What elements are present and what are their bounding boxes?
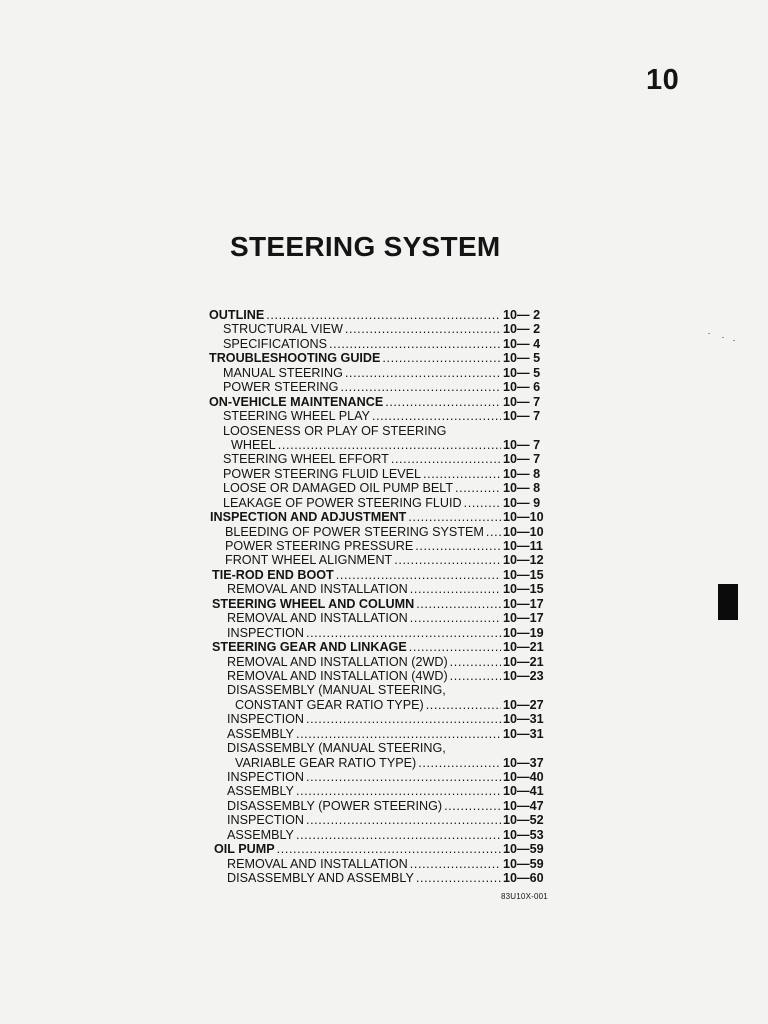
scan-speck [733, 340, 735, 341]
toc-item [209, 857, 555, 871]
toc-item [209, 337, 555, 351]
toc-item [209, 496, 555, 510]
toc-label: BLEEDING OF POWER STEERING SYSTEM [225, 524, 484, 539]
toc-item [209, 467, 555, 481]
toc-heading-steering-gear-and-linkage [209, 640, 555, 654]
toc-label: MANUAL STEERING [223, 365, 343, 380]
toc-page-number: 10—27 [503, 697, 544, 712]
toc-label: STEERING WHEEL AND COLUMN [212, 596, 415, 611]
toc-page-number: 10—21 [503, 640, 544, 655]
toc-label: CONSTANT GEAR RATIO TYPE) [235, 697, 424, 712]
toc-page-number: 10—31 [503, 712, 544, 727]
toc-label: ASSEMBLY [227, 827, 294, 842]
toc-label: DISASSEMBLY (POWER STEERING) [227, 798, 443, 813]
toc-item [209, 481, 555, 495]
toc-page-number: 10— 2 [503, 322, 541, 337]
toc-item [209, 452, 555, 466]
scan-speck [722, 337, 724, 338]
toc-heading-inspection-and-adjustment [209, 510, 555, 524]
toc-page-number: 10—17 [503, 611, 544, 626]
toc-page-number: 10— 8 [503, 466, 541, 481]
toc-item [209, 626, 555, 640]
toc-page-number: 10—23 [503, 668, 544, 683]
toc-label: INSPECTION AND ADJUSTMENT [210, 510, 407, 525]
toc-label: STEERING GEAR AND LINKAGE [212, 640, 407, 655]
toc-page-number: 10—60 [503, 871, 544, 886]
toc-label: STEERING WHEEL PLAY [223, 409, 370, 424]
toc-item [209, 611, 555, 625]
toc-heading-outline [209, 308, 555, 322]
toc-page-number: 10— 9 [503, 495, 541, 510]
toc-label: REMOVAL AND INSTALLATION (4WD) [227, 668, 448, 683]
toc-label: ASSEMBLY [227, 784, 294, 799]
toc-label: REMOVAL AND INSTALLATION [227, 856, 408, 871]
toc-page-number: 10— 4 [503, 336, 541, 351]
toc-item-continuation [209, 698, 555, 712]
toc-item [209, 828, 555, 842]
section-tab-marker [718, 584, 738, 620]
scan-speck [708, 333, 710, 334]
toc-label: ASSEMBLY [227, 726, 294, 741]
toc-label: DISASSEMBLY AND ASSEMBLY [227, 871, 414, 886]
toc-page-number: 10—59 [503, 842, 544, 857]
toc-label: DISASSEMBLY (MANUAL STEERING, [227, 683, 446, 698]
toc-page-number: 10— 7 [503, 452, 541, 467]
toc-item-continuation [209, 438, 555, 452]
toc-page-number: 10— 7 [503, 409, 541, 424]
toc-page-number: 10—11 [503, 539, 543, 553]
toc-page-number: 10—41 [503, 784, 544, 799]
toc-item [209, 770, 555, 784]
toc-item [209, 669, 555, 683]
toc-label: LOOSE OR DAMAGED OIL PUMP BELT [223, 481, 454, 496]
toc-heading-troubleshooting [209, 351, 555, 365]
toc-label: TROUBLESHOOTING GUIDE [209, 351, 381, 366]
toc-page-number: 10— 8 [503, 481, 541, 496]
toc-page-number: 10— 2 [503, 308, 541, 322]
toc-label: VARIABLE GEAR RATIO TYPE) [235, 755, 417, 770]
toc-item [209, 741, 555, 755]
toc-item [209, 784, 555, 798]
toc-item [209, 871, 555, 885]
toc-item [209, 655, 555, 669]
toc-heading-on-vehicle-maintenance [209, 395, 555, 409]
toc-page-number: 10—17 [503, 596, 544, 611]
toc-label: INSPECTION [227, 770, 304, 784]
page-title: STEERING SYSTEM [230, 231, 501, 262]
toc-label: OIL PUMP [214, 842, 275, 857]
toc-item [209, 553, 555, 567]
toc-item [209, 799, 555, 813]
toc-page-number: 10—10 [503, 510, 544, 525]
toc-page-number: 10—12 [503, 553, 544, 568]
toc-page-number: 10—53 [503, 827, 544, 842]
toc-item-continuation [209, 756, 555, 770]
toc-page-number: 10—15 [503, 567, 544, 582]
toc-label: SPECIFICATIONS [223, 336, 328, 351]
toc-item [209, 525, 555, 539]
toc-page-number: 10—21 [503, 654, 544, 669]
toc-page-number: 10— 5 [503, 365, 541, 380]
toc-label: LEAKAGE OF POWER STEERING FLUID [223, 495, 462, 510]
toc-label: FRONT WHEEL ALIGNMENT [225, 553, 393, 568]
toc-label: STEERING WHEEL EFFORT [223, 452, 389, 467]
toc-label: INSPECTION [227, 712, 304, 727]
toc-item [209, 683, 555, 697]
toc-label: REMOVAL AND INSTALLATION [227, 611, 408, 626]
toc-label: LOOSENESS OR PLAY OF STEERING [223, 423, 447, 438]
toc-item [209, 582, 555, 596]
toc-heading-oil-pump [209, 842, 555, 856]
toc-label: POWER STEERING [223, 380, 339, 395]
toc-page-number: 10—47 [503, 798, 544, 813]
toc-label: INSPECTION [227, 625, 304, 640]
toc-label: STRUCTURAL VIEW [223, 322, 343, 337]
toc-page-number: 10—59 [503, 856, 544, 871]
toc-heading-steering-wheel-and-column [209, 597, 555, 611]
toc-page-number: 10— 7 [503, 437, 541, 452]
table-of-contents [209, 308, 555, 886]
toc-label: REMOVAL AND INSTALLATION (2WD) [227, 654, 448, 669]
toc-label: TIE-ROD END BOOT [212, 567, 334, 582]
toc-item [209, 712, 555, 726]
toc-item [209, 813, 555, 827]
toc-item [209, 424, 555, 438]
toc-label: OUTLINE [209, 308, 265, 322]
toc-label: DISASSEMBLY (MANUAL STEERING, [227, 741, 446, 756]
toc-label: ON-VEHICLE MAINTENANCE [209, 394, 384, 409]
toc-page-number: 10—31 [503, 726, 544, 741]
toc-page-number: 10— 6 [503, 380, 541, 395]
toc-item [209, 409, 555, 423]
toc-label: POWER STEERING PRESSURE [225, 539, 414, 553]
toc-page-number: 10—15 [503, 582, 544, 597]
toc-label: REMOVAL AND INSTALLATION [227, 582, 408, 597]
toc-heading-tie-rod-end-boot [209, 568, 555, 582]
toc-page-number: 10—19 [503, 625, 544, 640]
toc-page-number: 10—37 [503, 755, 544, 770]
toc-page-number: 10— 7 [503, 394, 541, 409]
toc-item [209, 322, 555, 336]
toc-page-number: 10—52 [503, 813, 544, 828]
figure-code: 83U10X-001 [501, 892, 548, 901]
toc-page-number: 10— 5 [503, 351, 541, 366]
toc-page-number: 10—40 [503, 770, 544, 784]
toc-item [209, 539, 555, 553]
toc-item [209, 727, 555, 741]
toc-item [209, 380, 555, 394]
toc-label: WHEEL [231, 437, 276, 452]
toc-label: INSPECTION [227, 813, 304, 828]
toc-page-number: 10—10 [503, 524, 544, 539]
toc-label: POWER STEERING FLUID LEVEL [223, 466, 422, 481]
section-number: 10 [646, 64, 680, 96]
toc-item [209, 366, 555, 380]
